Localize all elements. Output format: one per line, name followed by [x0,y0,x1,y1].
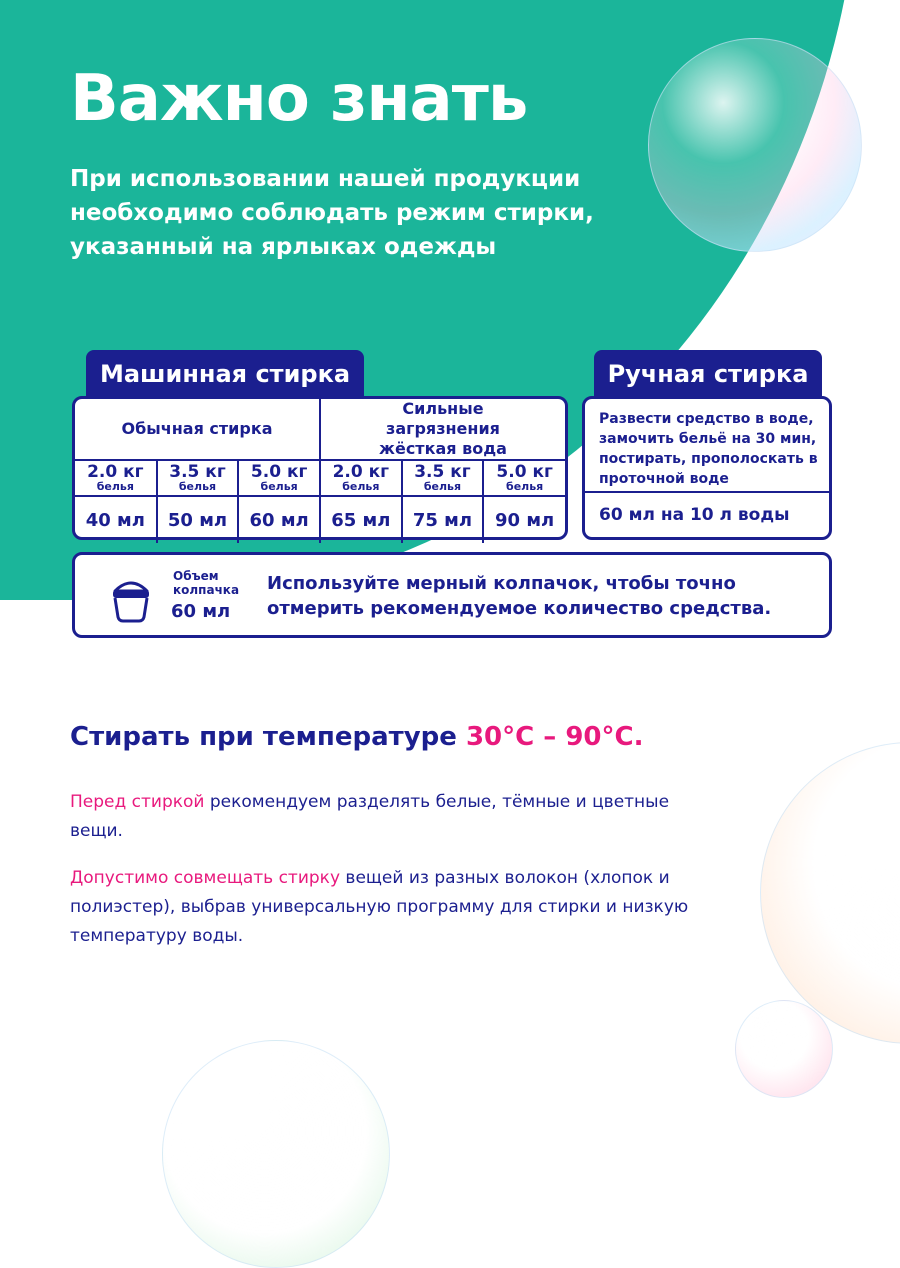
soap-bubble-right [760,742,900,1044]
dose-cell: 90 мл [483,496,565,543]
hand-wash-dose: 60 мл на 10 л воды [599,505,790,525]
load-weight-cell: 5.0 кг белья [238,460,320,496]
hand-wash-panel [582,396,832,540]
cap-volume-value: 60 мл [171,601,231,622]
load-weight-cell: 3.5 кг белья [157,460,239,496]
temperature-line [70,722,643,752]
temperature-prefix: Стирать при температуре [70,722,466,752]
measuring-cap-icon [105,569,157,625]
load-weight-cell: 3.5 кг белья [402,460,484,496]
dose-cell: 75 мл [402,496,484,543]
divider [585,491,829,493]
measuring-cap-panel [72,552,832,638]
page-title: Важно знать [70,62,528,136]
load-weight-cell: 5.0 кг белья [483,460,565,496]
hand-wash-tab: Ручная стирка [594,350,822,398]
machine-wash-dosage-table [75,399,565,543]
soap-bubble-bottom [162,1040,390,1268]
load-weight-cell: 2.0 кг белья [75,460,157,496]
group-header-normal: Обычная стирка [75,399,320,460]
temperature-range: 30°C – 90°C. [465,722,644,752]
tip-sort-laundry [70,788,710,846]
cap-usage-text: Используйте мерный колпачок, чтобы точно отмерить рекомендуемое количество средства. [267,573,772,619]
page-subtitle: При использовании нашей продукции необходимо соблюдать режим стирки, указанный на ярлыках одежды [70,166,594,260]
cap-volume-label: Объем колпачка [173,569,240,597]
machine-wash-tab: Машинная стирка [86,350,364,398]
load-weight-cell: 2.0 кг белья [320,460,402,496]
tip-text: вещей из разных волокон (хлопок и полиэстер), выбрав универсальную программу для стирки и низкую температуру воды. [70,868,689,946]
tip-mixed-fibers [70,864,710,951]
tip-text: рекомендуем разделять белые, тёмные и цветные вещи. [70,792,670,841]
soap-bubble-top [648,38,862,252]
dose-cell: 65 мл [320,496,402,543]
dose-cell: 40 мл [75,496,157,543]
tip-highlight: Перед стиркой [70,792,205,812]
soap-bubble-small [735,1000,833,1098]
hand-wash-instructions: Развести средство в воде, замочить бельё на 30 мин, постирать, прополоскать в проточной воде [599,411,818,487]
dose-cell: 60 мл [238,496,320,543]
group-header-heavy: Сильные загрязнения жёсткая вода [320,399,565,460]
tip-highlight: Допустимо совмещать стирку [70,868,341,888]
machine-wash-table-panel [72,396,568,540]
dose-cell: 50 мл [157,496,239,543]
